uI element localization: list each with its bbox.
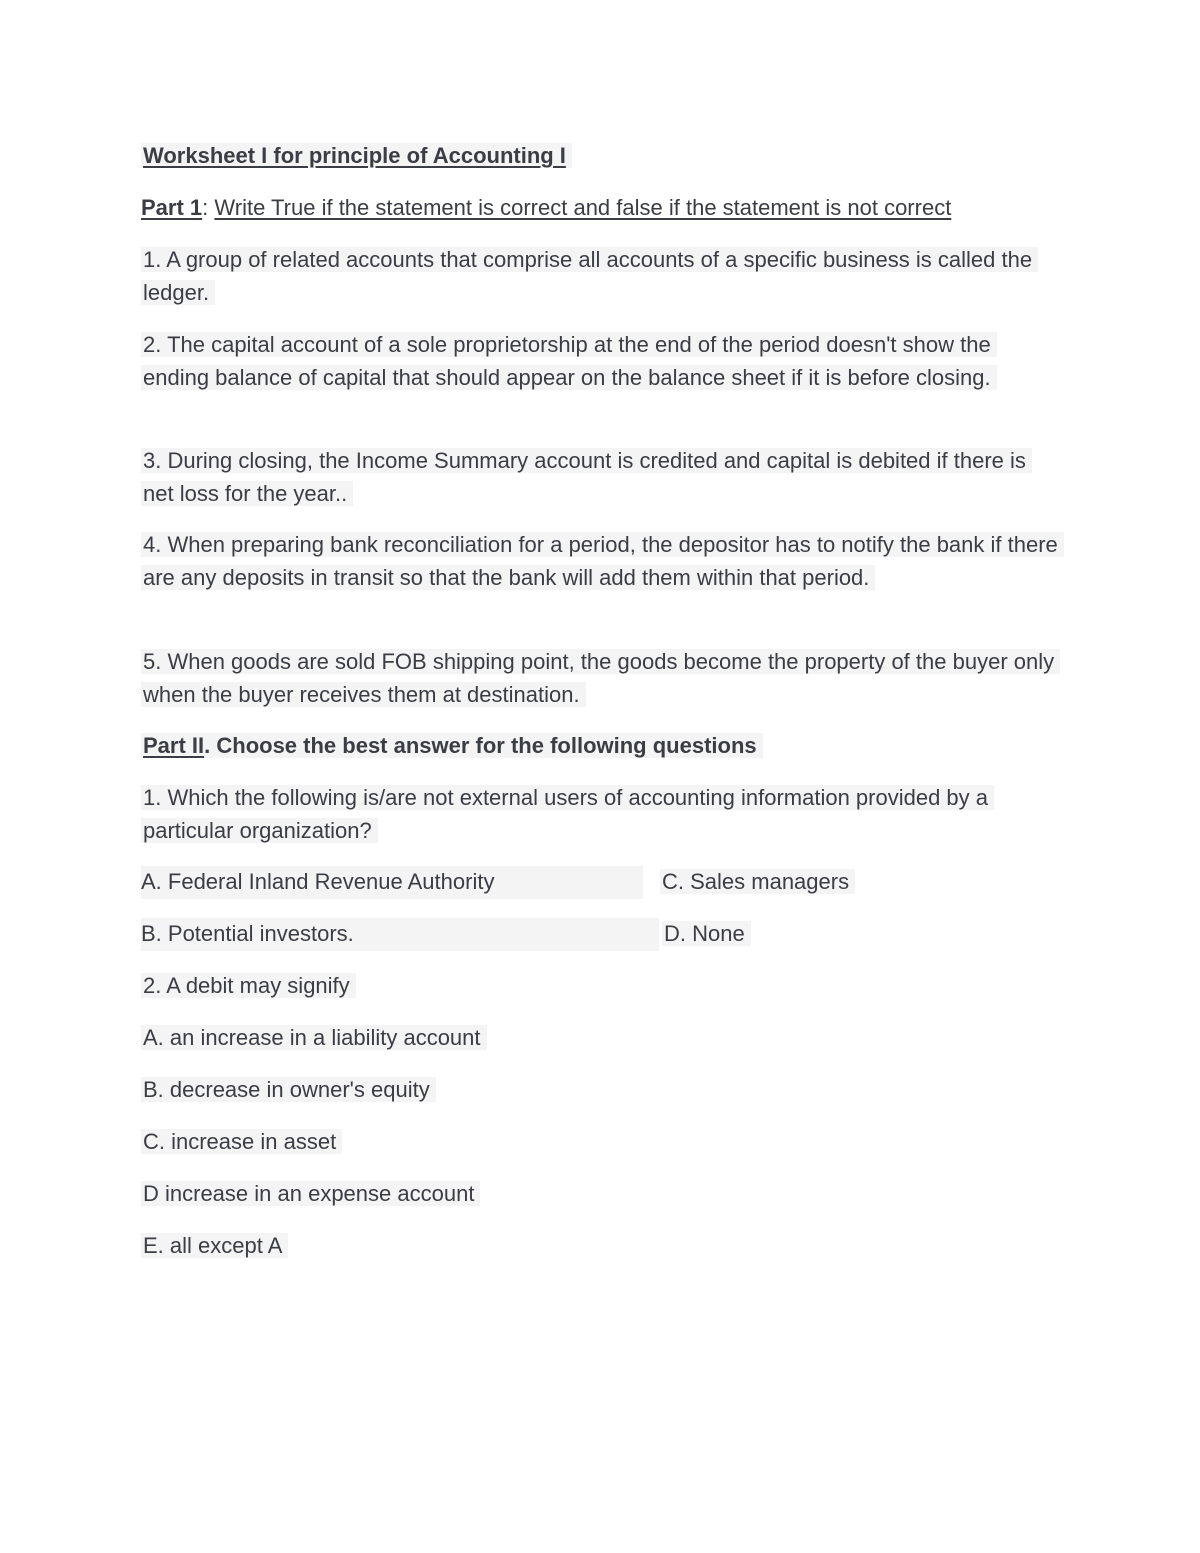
part1-instruction: Write True if the statement is correct and false if the statement is not correct [214,195,952,220]
q2-option-e [141,1230,1061,1263]
q2-option-c [141,1126,1061,1159]
statement-text: 2. The capital account of a sole proprietorship at the end of the period doesn't show the ending balance of capital that should appear on the balance sheet if it is before closing. [141,332,997,390]
q2-option-b [141,1074,1061,1107]
q1-option-c [660,866,855,899]
part1-label: Part 1 [141,195,203,220]
q1-option-a [141,866,643,899]
part1-statement-2 [141,329,1061,394]
option-text: C. increase in asset [141,1129,342,1154]
part1-separator: : [202,195,209,220]
option-text: E. all except A [141,1233,288,1258]
option-text: A. Federal Inland Revenue Authority [141,866,643,899]
option-text: D. None [662,921,751,946]
option-text: A. an increase in a liability account [141,1025,487,1050]
option-text: C. Sales managers [660,869,855,894]
question-text: 1. Which the following is/are not external users of accounting information provided by a particular organization? [141,785,994,843]
part2-instruction: . Choose the best answer for the following questions [204,733,757,758]
question-text: 2. A debit may signify [141,973,356,998]
part1-statement-5 [141,646,1061,711]
part1-statement-1 [141,244,1061,309]
q2-option-a [141,1022,1061,1055]
part2-question-1 [141,782,1061,847]
part2-heading-bg [141,733,763,758]
part2-question-2 [141,970,1061,1003]
part2-heading [141,730,1061,763]
statement-text: 3. During closing, the Income Summary account is credited and capital is debited if there is net loss for the year.. [141,448,1032,506]
statement-text: 1. A group of related accounts that comprise all accounts of a specific business is called the ledger. [141,247,1038,305]
part1-heading [141,192,1061,225]
statement-text: 5. When goods are sold FOB shipping point, the goods become the property of the buyer only when the buyer receives them at destination. [141,649,1060,707]
part1-statement-4 [141,529,1061,594]
statement-text: 4. When preparing bank reconciliation for a period, the depositor has to notify the bank if there are any deposits in transit so that the bank will add them within that period. [141,532,1064,590]
q2-option-d [141,1178,1061,1211]
worksheet-title-line [141,140,1061,173]
worksheet-title: Worksheet I for principle of Accounting I [141,143,572,168]
option-text: B. Potential investors. [141,918,659,951]
part2-label: Part II [143,733,205,758]
option-text: D increase in an expense account [141,1181,480,1206]
option-text: B. decrease in owner's equity [141,1077,436,1102]
part1-statement-3 [141,445,1061,510]
q1-option-d [662,918,751,951]
q1-option-b [141,918,659,951]
